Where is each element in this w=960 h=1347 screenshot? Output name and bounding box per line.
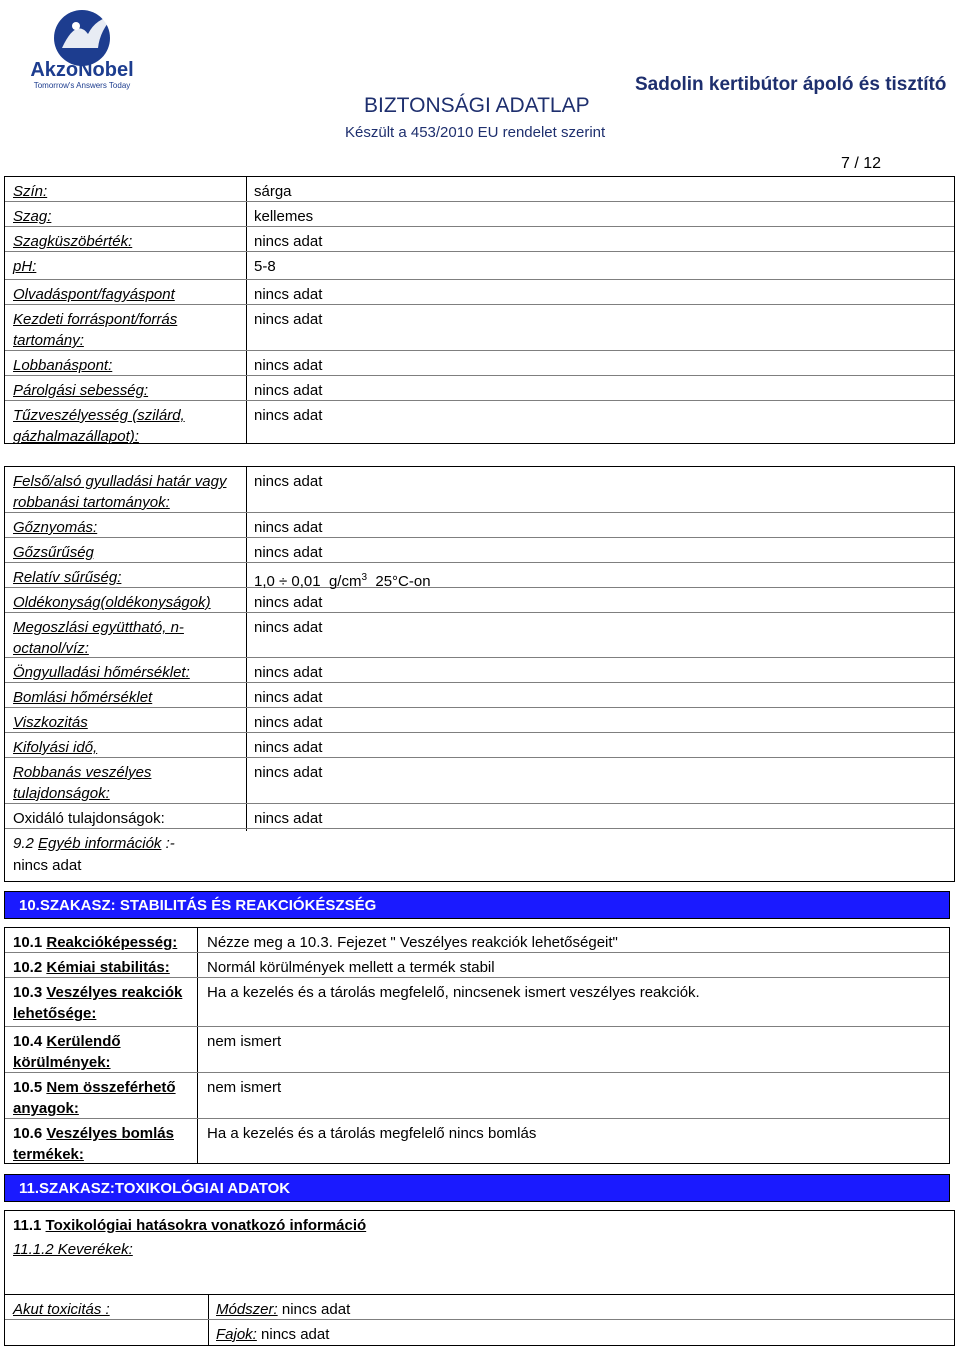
section-item-label: 10.4 Kerülendő körülmények: <box>13 1033 121 1071</box>
table-row <box>5 928 949 953</box>
table-row <box>5 305 954 351</box>
property-label: Párolgási sebesség: <box>13 382 149 399</box>
property-label: Bomlási hőmérséklet <box>13 689 153 706</box>
table-row <box>5 804 954 829</box>
section-item-value: nem ismert <box>207 1033 282 1050</box>
table-row <box>5 1073 949 1119</box>
property-label: pH: <box>13 258 37 275</box>
property-label: Lobbanáspont: <box>13 357 113 374</box>
table-row <box>5 978 949 1027</box>
section-item-value: nem ismert <box>207 1079 282 1096</box>
section-item-label: 10.5 Nem összeférhető anyagok: <box>13 1079 176 1117</box>
property-value: nincs adat <box>254 286 323 303</box>
table-row <box>5 953 949 978</box>
section-item-value: Normál körülmények mellett a termék stabil <box>207 959 495 976</box>
table-row <box>5 1320 954 1345</box>
property-label: Relatív sűrűség: <box>13 569 122 586</box>
species-field: Fajok: nincs adat <box>216 1326 330 1343</box>
section-item-label: 10.3 Veszélyes reakciók lehetősége: <box>13 984 183 1022</box>
property-value: nincs adat <box>254 544 323 561</box>
table-row <box>5 513 954 538</box>
method-field: Módszer: nincs adat <box>216 1301 351 1318</box>
akzonobel-logo <box>18 8 146 92</box>
document-subtitle: Készült a 453/2010 EU rendelet szerint <box>345 124 606 141</box>
table-row <box>5 401 954 443</box>
table-row <box>5 588 954 613</box>
property-label: Szín: <box>13 183 48 200</box>
section-item-label: 10.2 Kémiai stabilitás: <box>13 959 170 976</box>
mixtures-label: 11.1.2 Keverékek: <box>13 1241 133 1258</box>
property-value: nincs adat <box>254 519 323 536</box>
toxicology-info-heading: 11.1 Toxikológiai hatásokra vonatkozó információ <box>13 1217 367 1234</box>
table-row <box>5 708 954 733</box>
property-value: nincs adat <box>254 619 323 636</box>
toxicology-info-box <box>4 1210 955 1295</box>
table-row <box>5 202 954 227</box>
property-value: nincs adat <box>254 311 323 328</box>
table-row <box>5 563 954 588</box>
property-value: 1,0 ÷ 0,01 $g/cm^3$ 25°C-on <box>254 572 431 590</box>
table-row <box>5 227 954 252</box>
table-row <box>5 538 954 563</box>
table-row <box>5 467 954 513</box>
property-label: Oxidáló tulajdonságok: <box>13 810 165 827</box>
table-row <box>5 613 954 658</box>
table-row <box>5 1027 949 1073</box>
property-value: nincs adat <box>254 357 323 374</box>
section-item-label: 10.6 Veszélyes bomlás termékek: <box>13 1125 174 1163</box>
other-info-label: 9.2 Egyéb információk :- <box>13 835 175 852</box>
section-item-label: 10.1 Reakcióképesség: <box>13 934 178 951</box>
product-name: Sadolin kertibútor ápoló és tisztító <box>635 74 947 95</box>
property-label: Gőzsűrűség <box>13 544 94 561</box>
property-value: 5-8 <box>254 258 276 275</box>
svg-text:AkzoNobel: AkzoNobel <box>30 59 134 81</box>
other-info-link[interactable]: Egyéb információk <box>38 835 162 852</box>
property-label: Viszkozitás <box>13 714 88 731</box>
property-value: nincs adat <box>254 382 323 399</box>
property-value: nincs adat <box>254 594 323 611</box>
property-value: nincs adat <box>254 764 323 781</box>
property-label: Öngyulladási hőmérséklet: <box>13 664 190 681</box>
property-value: nincs adat <box>254 407 323 424</box>
properties-table-a <box>4 176 955 444</box>
property-label: Oldékonyság(oldékonyságok) <box>13 594 211 611</box>
other-info-value: nincs adat <box>13 857 82 874</box>
table-row <box>5 758 954 804</box>
property-label: Kifolyási idő, <box>13 739 98 756</box>
section-item-value: Nézze meg a 10.3. Fejezet " Veszélyes reakciók lehetőségeit" <box>207 934 618 951</box>
table-row <box>5 733 954 758</box>
svg-text:Tomorrow's Answers Today: Tomorrow's Answers Today <box>33 81 131 90</box>
table-row <box>5 177 954 202</box>
section-item-value: Ha a kezelés és a tárolás megfelelő, nincsenek ismert veszélyes reakciók. <box>207 984 700 1001</box>
property-label: Tűzveszélyesség (szilárd, gázhalmazállapot): <box>13 407 185 445</box>
stability-table <box>4 927 950 1164</box>
property-label: Olvadáspont/fagyáspont <box>13 286 175 303</box>
property-label: Kezdeti forráspont/forrás tartomány: <box>13 311 178 349</box>
section-11-heading: 11.SZAKASZ:TOXIKOLÓGIAI ADATOK <box>4 1174 950 1202</box>
property-value: nincs adat <box>254 664 323 681</box>
property-value: kellemes <box>254 208 314 225</box>
property-label: Megoszlási együttható, n-octanol/víz: <box>13 619 184 657</box>
property-value: nincs adat <box>254 233 323 250</box>
property-value: sárga <box>254 183 292 200</box>
table-row <box>5 1119 949 1163</box>
table-row <box>5 683 954 708</box>
section-10-heading: 10.SZAKASZ: STABILITÁS ÉS REAKCIÓKÉSZSÉG <box>4 891 950 919</box>
acute-toxicity-label: Akut toxicitás : <box>13 1301 110 1318</box>
property-label: Felső/alsó gyulladási határ vagy robbanási tartományok: <box>13 473 227 511</box>
table-row <box>5 252 954 280</box>
property-label: Robbanás veszélyes tulajdonságok: <box>13 764 152 802</box>
property-value: nincs adat <box>254 739 323 756</box>
table-row <box>5 1295 954 1320</box>
section-item-value: Ha a kezelés és a tárolás megfelelő nincs bomlás <box>207 1125 537 1142</box>
table-row <box>5 280 954 305</box>
property-label: Szagküszöbérték: <box>13 233 133 250</box>
table-row <box>5 658 954 683</box>
property-label: Szag: <box>13 208 52 225</box>
property-value: nincs adat <box>254 689 323 706</box>
acute-toxicity-table <box>4 1294 955 1346</box>
property-value: nincs adat <box>254 473 323 490</box>
table-row <box>5 376 954 401</box>
property-value: nincs adat <box>254 810 323 827</box>
page-number: 7 / 12 <box>841 155 882 172</box>
property-label: Gőznyomás: <box>13 519 98 536</box>
properties-table-b <box>4 466 955 882</box>
document-title: BIZTONSÁGI ADATLAP <box>364 94 590 117</box>
table-row <box>5 351 954 376</box>
table-row <box>5 829 954 877</box>
property-value: nincs adat <box>254 714 323 731</box>
